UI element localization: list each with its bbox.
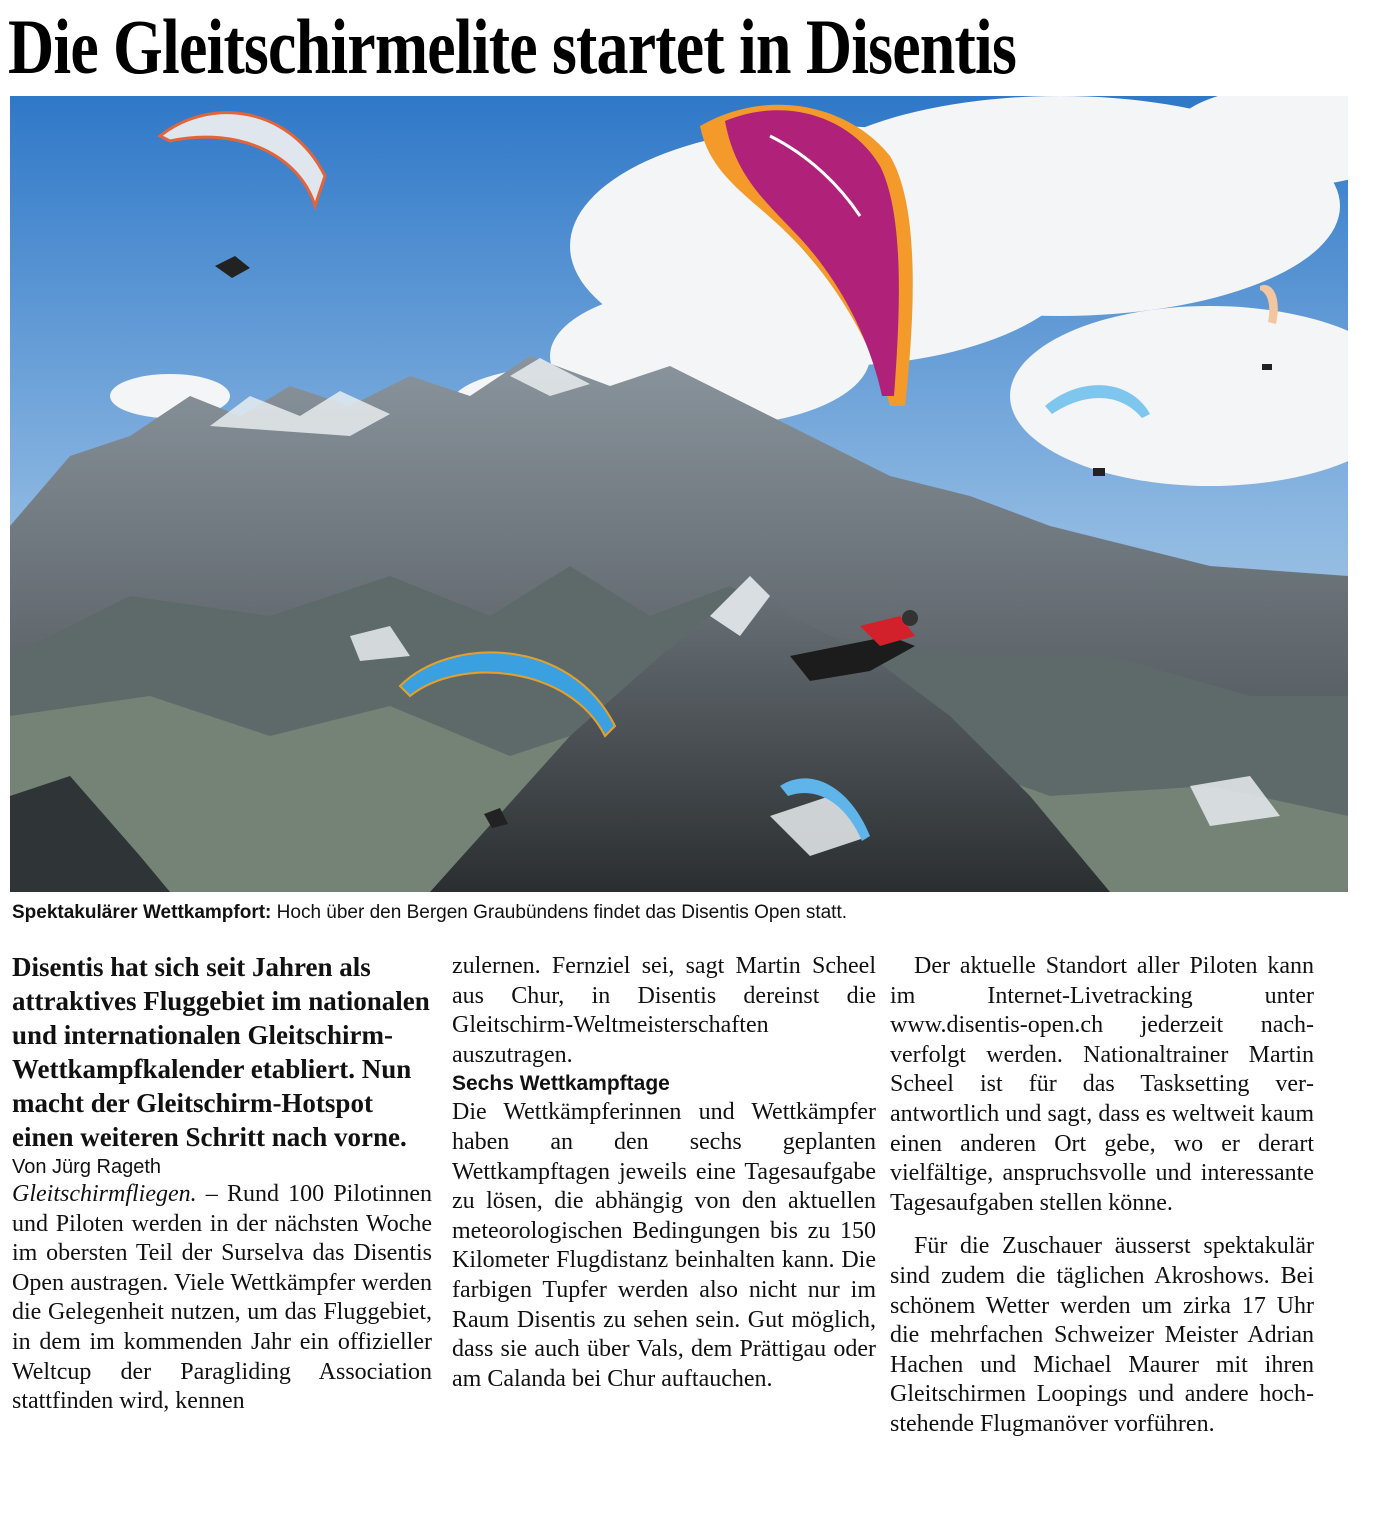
paragliders-photo	[10, 96, 1348, 892]
article-intro	[12, 1180, 432, 1417]
article-column-3	[890, 952, 1314, 1440]
article-paragraph-2: Die Wettkämpferinnen und Wettkämpfer haben an den sechs geplanten Wettkampftagen jeweils eine Tagesaufgabe zu lösen, die abhängig von den aktuellen meteorologischen Bedingungen bis zu 150 Kilometer Flugdistanz beinhalten kann. Die farbigen Tupfer werden also nicht nur im Raum Disentis zu sehen sein. Gut möglich, dass sie auch über Vals, dem Prättigau oder am Calanda bei Chur auftauchen.	[452, 1099, 876, 1392]
photo-caption	[12, 900, 1352, 926]
headline: Die Gleitschirmelite startet in Disentis	[8, 3, 1017, 90]
mountain-scene-illustration	[10, 96, 1348, 892]
intro-text-part1: – Rund 100 Pilotinnen und Piloten werden in der nächsten Woche im obersten Teil der Surselva das Disentis Open austragen. Viele Wettkämpfer werden die Gelegenheit nutzen, um das Fluggebiet, in dem im kommenden Jahr ein offizieller Weltcup der Paragliding Association stattfinden wird, kennen	[12, 1181, 432, 1415]
article-lead: Disentis hat sich seit Jahren als attraktives Fluggebiet im nationalen und internationalen Gleitschirm-Wettkampfkalender etabliert. Nun macht der Gleitschirm-Hotspot einen weiteren Schritt nach vorne.	[12, 952, 430, 1152]
article-column-1	[12, 950, 432, 1417]
article-column-2	[452, 952, 876, 1394]
intro-keyword: Gleitschirmfliegen.	[12, 1181, 197, 1207]
caption-label: Spektakulärer Wettkampfort:	[12, 902, 272, 923]
article-byline: Von Jürg Rageth	[12, 1156, 161, 1178]
intro-text-continued: zulernen. Fernziel sei, sagt Martin Scheel aus Chur, in Disentis dereinst die Gleitschirm-Weltmeisterschaften auszutragen.	[452, 953, 876, 1068]
caption-text: Hoch über den Bergen Graubündens findet das Disentis Open statt.	[271, 902, 848, 923]
article-paragraph-3: Der aktuelle Standort aller Piloten kann im Internet-Livetracking unter www.disentis-open.ch jederzeit nachverfolgt werden. Nationaltrainer Martin Scheel ist für das Tasksetting verantwortlich und sagt, dass es weltweit kaum einen anderen Ort gebe, wo er derart vielfältige, anspruchsvolle und interessante Tagesaufgaben stellen könne.	[890, 953, 1314, 1216]
subhead: Sechs Wettkampftage	[452, 1072, 670, 1096]
article-paragraph-4: Für die Zuschauer äusserst spektakulär sind zudem die täglichen Akroshows. Bei schönem Wetter werden um zirka 17 Uhr die mehrfachen Schweizer Meister Adrian Hachen und Michael Maurer mit ihren Gleitschirmen Loopings und andere hochstehende Flugmanöver vorführen.	[890, 1233, 1314, 1437]
